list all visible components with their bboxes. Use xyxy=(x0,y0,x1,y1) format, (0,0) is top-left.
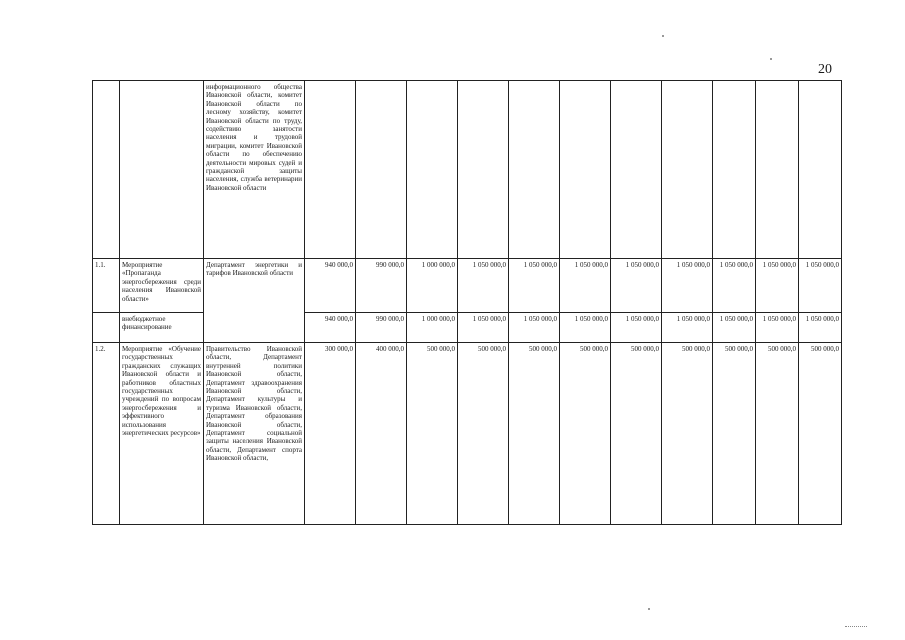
value-cell: 500 000,0 xyxy=(458,343,509,525)
table-row xyxy=(93,81,842,259)
scan-dot xyxy=(662,35,664,37)
financing-label: внебюджетное финансирование xyxy=(120,313,204,343)
page-number: 20 xyxy=(818,62,832,77)
row-number: 1.2. xyxy=(93,343,120,525)
value-cell: 500 000,0 xyxy=(407,343,458,525)
table-row xyxy=(93,343,842,525)
value-cell: 940 000,0 xyxy=(305,313,356,343)
value-cell: 1 050 000,0 xyxy=(662,313,713,343)
value-cell: 940 000,0 xyxy=(305,259,356,313)
executor-continuation: информационного общества Ивановской области, комитет Ивановской области по лесному хозяйству, комитет Ивановской области по труду, содействию занятости населения и трудовой миграции, комитет Ивановской области по обеспечению деятельности мировых судей и гражданской защиты населения, служба ветеринарии Ивановской области xyxy=(204,81,305,259)
value-cell: 1 000 000,0 xyxy=(407,259,458,313)
value-cell: 500 000,0 xyxy=(611,343,662,525)
value-cell: 1 050 000,0 xyxy=(756,259,799,313)
value-cell: 1 050 000,0 xyxy=(756,313,799,343)
value-cell: 500 000,0 xyxy=(713,343,756,525)
executor-name: Правительство Ивановской области, Департамент внутренней политики Ивановской области, Департамент здравоохранения Ивановской области, Департамент культуры и туризма Ивановской области, Департамент образования Ивановской области, Департамент социальной защиты населения Ивановской области, Департамент спорта Ивановской области, xyxy=(204,343,305,525)
value-cell: 1 050 000,0 xyxy=(799,313,842,343)
value-cell: 1 050 000,0 xyxy=(799,259,842,313)
scan-dot xyxy=(648,608,650,610)
value-cell: 400 000,0 xyxy=(356,343,407,525)
value-cell: 500 000,0 xyxy=(560,343,611,525)
value-cell: 500 000,0 xyxy=(509,343,560,525)
value-cell: 1 050 000,0 xyxy=(713,313,756,343)
value-cell: 500 000,0 xyxy=(799,343,842,525)
value-cell: 1 050 000,0 xyxy=(560,259,611,313)
value-cell: 500 000,0 xyxy=(756,343,799,525)
budget-table xyxy=(92,80,842,525)
value-cell: 1 050 000,0 xyxy=(713,259,756,313)
value-cell: 1 050 000,0 xyxy=(458,259,509,313)
executor-name: Департамент энергетики и тарифов Ивановской области xyxy=(204,259,305,343)
value-cell: 990 000,0 xyxy=(356,313,407,343)
scan-mark xyxy=(845,626,867,628)
value-cell: 1 050 000,0 xyxy=(509,259,560,313)
value-cell: 1 000 000,0 xyxy=(407,313,458,343)
table-row xyxy=(93,259,842,313)
value-cell: 1 050 000,0 xyxy=(560,313,611,343)
measure-name: Мероприятие «Обучение государственных гражданских служащих Ивановской области и работников областных государственных учреждений по вопросам энергосбережения и эффективного использования энергетических ресурсов» xyxy=(120,343,204,525)
scan-dot xyxy=(770,58,772,60)
value-cell: 1 050 000,0 xyxy=(509,313,560,343)
value-cell: 1 050 000,0 xyxy=(611,313,662,343)
row-number: 1.1. xyxy=(93,259,120,313)
measure-name: Мероприятие «Пропаганда энергосбережения среди населения Ивановской области» xyxy=(120,259,204,313)
value-cell: 990 000,0 xyxy=(356,259,407,313)
value-cell: 1 050 000,0 xyxy=(662,259,713,313)
value-cell: 1 050 000,0 xyxy=(611,259,662,313)
value-cell: 500 000,0 xyxy=(662,343,713,525)
value-cell: 300 000,0 xyxy=(305,343,356,525)
value-cell: 1 050 000,0 xyxy=(458,313,509,343)
